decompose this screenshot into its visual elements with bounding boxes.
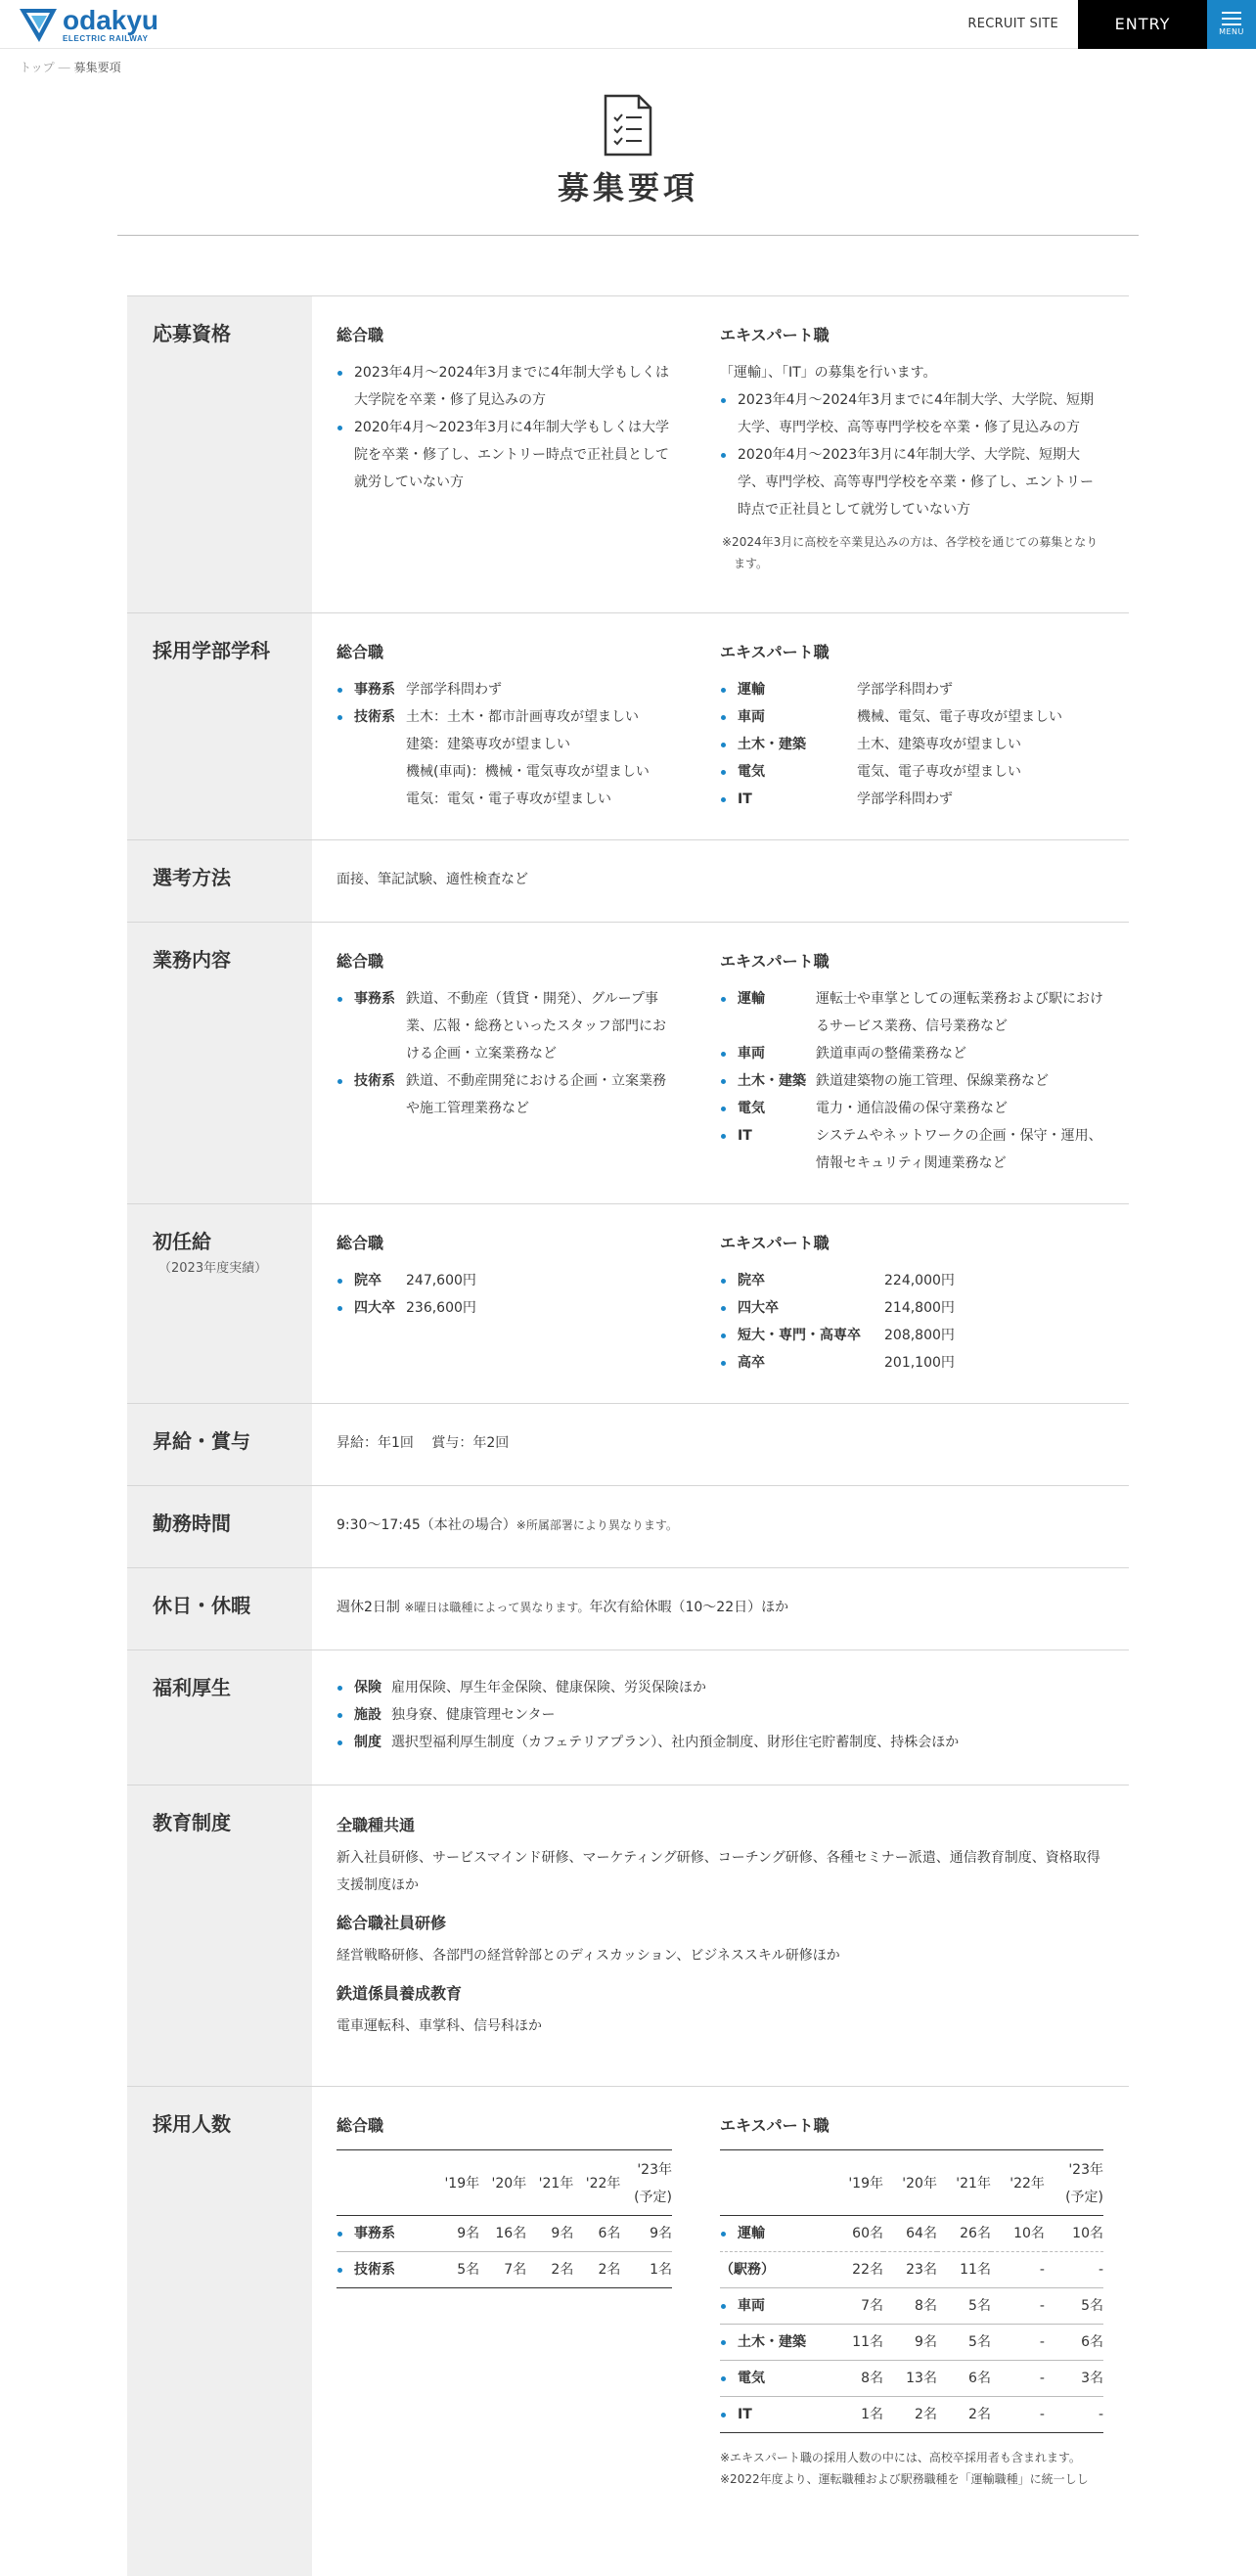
- list-item: 2023年4月～2024年3月までに4年制大学、大学院、短期大学、専門学校、高等専門学校を卒業・修了見込みの方: [720, 386, 1103, 441]
- breadcrumb-top-link[interactable]: トップ: [20, 61, 55, 74]
- menu-label: MENU: [1219, 27, 1244, 36]
- list-item: 運輸 運転士や車掌としての運転業務および駅におけるサービス業務、信号業務など: [720, 985, 1103, 1040]
- list-item: 事務系 鉄道、不動産（賃貸・開発）、グループ事業、広報・総務といったスタッフ部門における企画・立案業務など: [336, 985, 679, 1067]
- row-heading: 初任給: [153, 1230, 211, 1253]
- row-heading: 採用学部学科: [153, 639, 270, 662]
- hire-note: ※2022年度より、運転職種および駅務職種を「運輸職種」に統一しし: [720, 2472, 1089, 2486]
- row-hires: [127, 2087, 1129, 2576]
- list-item: 2020年4月～2023年3月に4年制大学、大学院、短期大学、専門学校、高等専門学校を卒業・修了し、エントリー時点で正社員として就労していない方: [720, 441, 1103, 523]
- hours-text: 9:30～17:45（本社の場合）※所属部署により異なります。: [336, 1517, 678, 1533]
- list-item: 技術系 土木：土木・都市計画専攻が望ましい: [336, 703, 720, 731]
- row-selection: [127, 840, 1129, 923]
- logo-wordmark: odakyu: [63, 4, 159, 35]
- section-text: 新入社員研修、サービスマインド研修、マーケティング研修、コーチング研修、各種セミナー派遣、通信教育制度、資格取得支援制度ほか: [336, 1850, 1100, 1893]
- odakyu-logo[interactable]: [18, 4, 158, 45]
- recruit-site-link[interactable]: RECRUIT SITE: [967, 17, 1058, 31]
- list-item: 車両 機械、電気、電子専攻が望ましい: [720, 703, 1103, 731]
- row-hours: [127, 1486, 1129, 1568]
- list-item: 技術系 鉄道、不動産開発における企画・立案業務や施工管理業務など: [336, 1067, 679, 1122]
- list-item: 高卒 201,100円: [720, 1349, 1103, 1377]
- row-heading: 昇給・賞与: [153, 1429, 250, 1453]
- row-heading: 勤務時間: [153, 1512, 231, 1535]
- table-row: （駅務） 22名 23名 11名 - -: [720, 2252, 1103, 2288]
- general-title: 総合職: [336, 643, 384, 661]
- list-item: 保険 雇用保険、厚生年金保険、健康保険、労災保険ほか: [336, 1674, 1104, 1701]
- year-header: '20年: [883, 2150, 937, 2216]
- row-raise: [127, 1404, 1129, 1486]
- row-heading: 選考方法: [153, 866, 231, 889]
- list-item: 院卒 247,600円: [336, 1267, 720, 1294]
- year-header: '23年 (予定): [1045, 2150, 1103, 2216]
- document-checklist-icon: [604, 94, 652, 157]
- expert-title: エキスパート職: [720, 2116, 830, 2135]
- general-title: 総合職: [336, 1234, 384, 1252]
- year-header: '21年: [526, 2150, 573, 2216]
- section-text: 電車運転科、車掌科、信号科ほか: [336, 2018, 542, 2034]
- expert-hire-table: [720, 2149, 1103, 2433]
- general-hire-table: [336, 2149, 672, 2288]
- odakyu-logo-icon: [18, 5, 61, 44]
- list-item: 土木・建築 土木、建築専攻が望ましい: [720, 731, 1103, 758]
- year-header: '23年 (予定): [620, 2150, 672, 2216]
- row-heading: 業務内容: [153, 948, 231, 972]
- list-item: 制度 選択型福利厚生制度（カフェテリアプラン）、社内預金制度、財形住宅貯蓄制度、持株会ほか: [336, 1729, 1104, 1756]
- row-heading: 福利厚生: [153, 1676, 231, 1699]
- selection-text: 面接、筆記試験、適性検査など: [336, 872, 528, 887]
- table-row: 土木・建築 11名 9名 5名 - 6名: [720, 2325, 1103, 2361]
- row-subheading: （2023年度実績）: [158, 1261, 268, 1276]
- requirements-table: [127, 295, 1129, 2576]
- page-title: 募集要項: [557, 169, 698, 206]
- expert-title: エキスパート職: [720, 1234, 830, 1252]
- year-header: '21年: [937, 2150, 991, 2216]
- row-heading: 教育制度: [153, 1811, 231, 1834]
- row-holiday: [127, 1568, 1129, 1650]
- hire-note: ※エキスパート職の採用人数の中には、高校卒採用者も含まれます。: [720, 2451, 1081, 2464]
- hours-note: ※所属部署により異なります。: [516, 1518, 678, 1532]
- breadcrumb-current: 募集要項: [73, 61, 121, 74]
- row-education: [127, 1785, 1129, 2087]
- list-item: 四大卒 214,800円: [720, 1294, 1103, 1322]
- title-divider: [117, 235, 1139, 236]
- menu-button[interactable]: [1207, 0, 1256, 49]
- table-row: 電気 8名 13名 6名 - 3名: [720, 2361, 1103, 2397]
- breadcrumb: トップ ― 募集要項: [20, 61, 121, 74]
- list-item: IT システムやネットワークの企画・保守・運用、情報セキュリティ関連業務など: [720, 1122, 1103, 1177]
- row-salary: [127, 1204, 1129, 1404]
- list-item: 2023年4月～2024年3月までに4年制大学もしくは大学院を卒業・修了見込みの方: [336, 359, 674, 414]
- expert-lead: 「運輸」、「IT」の募集を行います。: [720, 365, 937, 381]
- entry-button[interactable]: ENTRY: [1078, 0, 1207, 49]
- row-heading: 採用人数: [153, 2112, 231, 2136]
- row-heading: 休日・休暇: [153, 1594, 250, 1617]
- year-header: '22年: [991, 2150, 1045, 2216]
- general-title: 総合職: [336, 2116, 384, 2135]
- list-item: 建築：建築専攻が望ましい: [406, 737, 570, 752]
- general-title: 総合職: [336, 952, 384, 971]
- expert-title: エキスパート職: [720, 326, 830, 344]
- list-item: 短大・専門・高専卒 208,800円: [720, 1322, 1103, 1349]
- note: ※2024年3月に高校を卒業見込みの方は、各学校を通じての募集となります。: [722, 535, 1099, 570]
- list-item: IT 学部学科問わず: [720, 786, 1103, 813]
- raise-text: 昇給：年1回 賞与：年2回: [336, 1435, 510, 1451]
- holiday-text: 週休2日制 ※曜日は職種によって異なります。年次有給休暇（10～22日）ほか: [336, 1600, 789, 1615]
- list-item: 四大卒 236,600円: [336, 1294, 720, 1322]
- row-heading: 応募資格: [153, 322, 231, 345]
- list-item: 機械(車両)：機械・電気専攻が望ましい: [406, 764, 650, 780]
- list-item: 施設 独身寮、健康管理センター: [336, 1701, 1104, 1729]
- list-item: 電気：電気・電子専攻が望ましい: [406, 791, 611, 807]
- list-item: 2020年4月～2023年3月に4年制大学もしくは大学院を卒業・修了し、エントリー時点で正社員として就労していない方: [336, 414, 674, 496]
- table-row: IT 1名 2名 2名 - -: [720, 2397, 1103, 2433]
- section-title: 総合職社員研修: [336, 1914, 447, 1932]
- list-item: 事務系 学部学科問わず: [336, 676, 720, 703]
- table-row: 運輸 60名 64名 26名 10名 10名: [720, 2216, 1103, 2252]
- list-item: 電気 電力・通信設備の保守業務など: [720, 1095, 1103, 1122]
- section-title: 全職種共通: [336, 1816, 416, 1834]
- section-text: 経営戦略研修、各部門の経営幹部とのディスカッション、ビジネススキル研修ほか: [336, 1948, 840, 1964]
- site-header: [0, 0, 1256, 49]
- list-item: 運輸 学部学科問わず: [720, 676, 1103, 703]
- expert-title: エキスパート職: [720, 952, 830, 971]
- table-row: 事務系 9名 16名 9名 6名 9名: [336, 2216, 672, 2252]
- row-welfare: [127, 1650, 1129, 1785]
- row-major: [127, 613, 1129, 840]
- list-item: 電気 電気、電子専攻が望ましい: [720, 758, 1103, 786]
- year-header: '22年: [573, 2150, 620, 2216]
- expert-title: エキスパート職: [720, 643, 830, 661]
- list-item: 土木・建築 鉄道建築物の施工管理、保線業務など: [720, 1067, 1103, 1095]
- hamburger-icon: [1222, 12, 1241, 25]
- table-row: 車両 7名 8名 5名 - 5名: [720, 2288, 1103, 2325]
- list-item: 車両 鉄道車両の整備業務など: [720, 1040, 1103, 1067]
- row-qualification: [127, 296, 1129, 613]
- year-header: '19年: [432, 2150, 479, 2216]
- list-item: 院卒 224,000円: [720, 1267, 1103, 1294]
- table-row: 技術系 5名 7名 2名 2名 1名: [336, 2252, 672, 2288]
- year-header: '19年: [830, 2150, 883, 2216]
- general-title: 総合職: [336, 326, 384, 344]
- year-header: '20年: [479, 2150, 526, 2216]
- logo-subtitle: ELECTRIC RAILWAY: [63, 33, 149, 43]
- section-title: 鉄道係員養成教育: [336, 1984, 463, 2003]
- row-work: [127, 923, 1129, 1204]
